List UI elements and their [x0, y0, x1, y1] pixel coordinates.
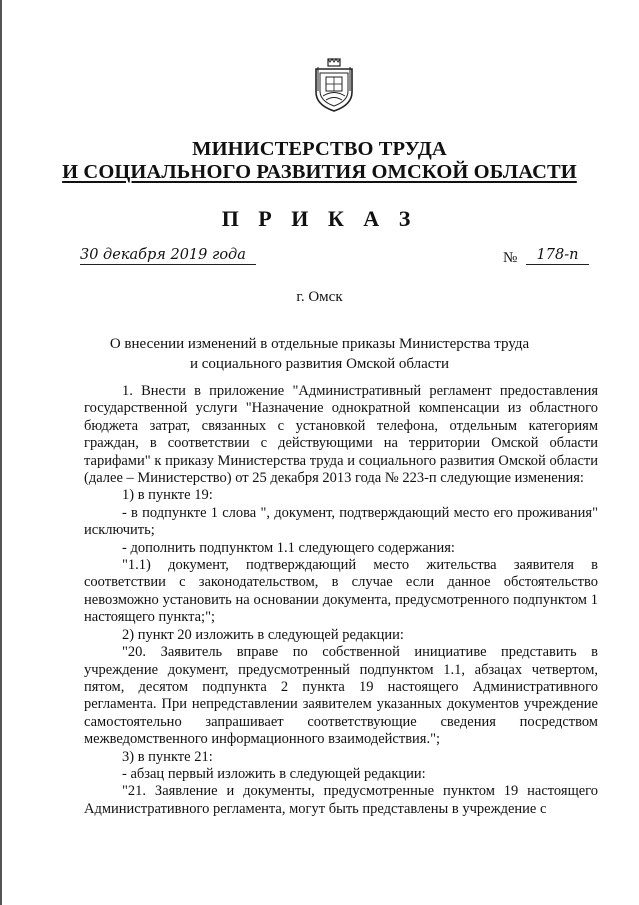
- omsk-coat-of-arms-icon: [313, 58, 355, 112]
- page-edge-rule: [0, 0, 2, 905]
- body-paragraph: 3) в пункте 21:: [122, 748, 213, 765]
- body-paragraph: - в подпункте 1 слова ", документ, подтверждающий место его проживания" исключить;: [84, 504, 598, 539]
- body-paragraph: - дополнить подпунктом 1.1 следующего содержания:: [122, 539, 455, 556]
- order-subject: [0, 334, 639, 374]
- order-subject-line-1: О внесении изменений в отдельные приказы Министерства труда: [109, 336, 530, 352]
- order-city: г. Омск: [296, 289, 343, 305]
- ministry-name-line-2: И СОЦИАЛЬНОГО РАЗВИТИЯ ОМСКОЙ ОБЛАСТИ: [62, 161, 577, 183]
- body-paragraph: 2) пункт 20 изложить в следующей редакции:: [122, 626, 404, 643]
- order-title: П Р И К А З: [221, 206, 418, 231]
- order-number-sign: №: [503, 250, 518, 266]
- order-date-handwritten: 30 декабря 2019 года: [80, 247, 256, 265]
- body-paragraph: 1. Внести в приложение "Административный регламент предоставления государственной услуги "Назначение однократной компенсации из областного бюджета затрат, связанных с установкой телефона, отдельным категориям граждан, в соответствии с действующими на территории Омской области тарифами" к приказу Министерства труда и социального развития Омской области (далее – Министерство) от 25 декабря 2013 года № 223-п следующие изменения:: [84, 383, 598, 487]
- order-subject-line-2: и социального развития Омской области: [189, 356, 449, 372]
- body-paragraph: 1) в пункте 19:: [122, 487, 213, 504]
- ministry-name-line-1: МИНИСТЕРСТВО ТРУДА: [192, 138, 447, 160]
- body-paragraph: - абзац первый изложить в следующей редакции:: [122, 765, 426, 782]
- order-number-handwritten: 178-п: [526, 247, 589, 265]
- body-paragraph: "20. Заявитель вправе по собственной инициативе представить в учреждение документ, предусмотренный подпунктом 1.1, абзацах четвертом, пятом, десятом подпункта 2 пункта 19 настоящего Административного регламента. При непредставлении заявителем указанных документов учреждение самостоятельно запрашивает соответствующие сведения посредством межведомственного информационного взаимодействия.";: [84, 644, 598, 748]
- body-paragraph: "1.1) документ, подтверждающий место жительства заявителя в соответствии с законодательством, в случае если данное обстоятельство невозможно установить на основании документа, предусмотренного подпунктом 1 настоящего пункта;";: [84, 557, 598, 626]
- body-paragraph: "21. Заявление и документы, предусмотренные пунктом 19 настоящего Административного регламента, могут быть представлены в учреждение с: [84, 783, 598, 817]
- order-body: [84, 383, 598, 818]
